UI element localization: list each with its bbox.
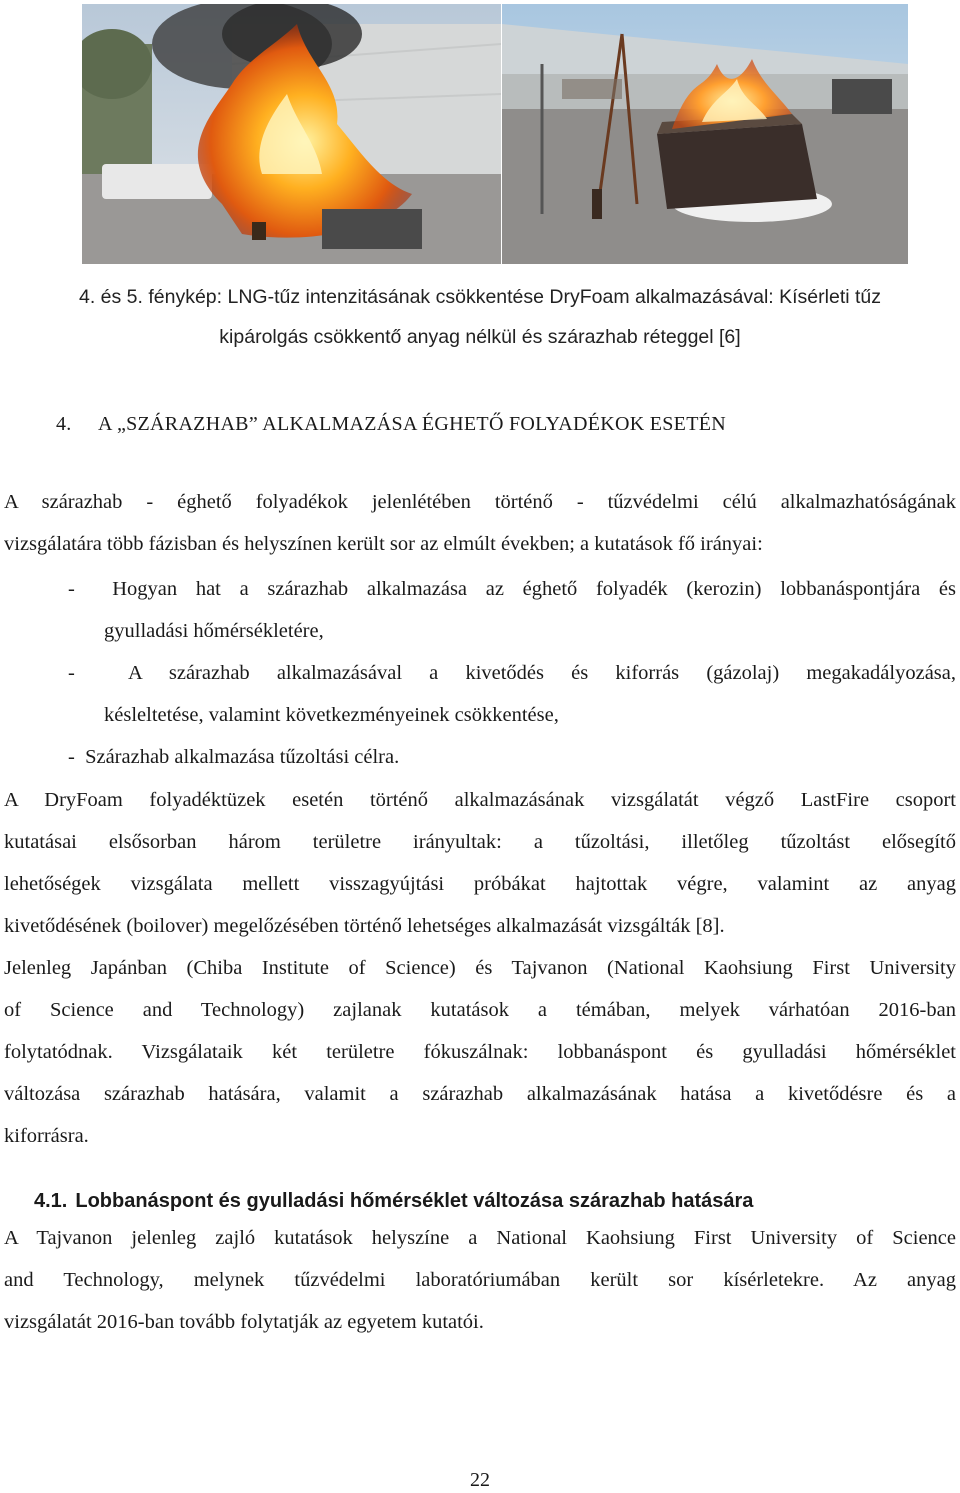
paragraph-line: vizsgálatára több fázisban és helyszínen került sor az elmúlt években; a kutatások fő irányai: <box>4 533 763 555</box>
paragraph-line: vizsgálatát 2016-ban tovább folytatják az egyetem kutatói. <box>4 1311 484 1333</box>
paragraph-line: lehetőségek vizsgálata mellett visszagyújtási próbákat hajtottak végre, valamint az anyag <box>4 873 956 895</box>
page-number: 22 <box>470 1469 490 1491</box>
bullet-item <box>68 577 956 601</box>
bullet-dash: - <box>68 578 75 600</box>
paragraph-line: A Tajvanon jelenleg zajló kutatások helyszíne a National Kaohsiung First University of Science <box>4 1227 956 1249</box>
paragraph-line: Jelenleg Japánban (Chiba Institute of Science) és Tajvanon (National Kaohsiung First University <box>4 957 956 979</box>
bullet-dash: - <box>68 746 75 768</box>
paragraph-line: A szárazhab - éghető folyadékok jelenlétében történő - tűzvédelmi célú alkalmazhatóságának <box>4 491 956 513</box>
photo-strip <box>82 4 908 264</box>
paragraph-line: változása szárazhab hatására, valamit a szárazhab alkalmazásának hatása a kivetődésre és a <box>4 1083 956 1105</box>
bullet-item <box>68 745 956 769</box>
subsection-number: 4.1. <box>34 1190 68 1212</box>
figure-caption-line-2: kipárolgás csökkentő anyag nélkül és szárazhab réteggel [6] <box>219 326 741 348</box>
section-number: 4. <box>56 413 72 435</box>
bullet-continuation: gyulladási hőmérsékletére, <box>104 620 324 642</box>
photo-lng-fire-without-foam <box>82 4 501 264</box>
subsection-title: Lobbanáspont és gyulladási hőmérséklet változása szárazhab hatására <box>75 1190 754 1212</box>
subsection-heading <box>34 1190 753 1213</box>
bullet-text: A szárazhab alkalmazásával a kivetődés és kiforrás (gázolaj) megakadályozása, <box>128 662 957 684</box>
paragraph-line: folytatódnak. Vizsgálataik két területre fókuszálnak: lobbanáspont és gyulladási hőmérséklet <box>4 1041 956 1063</box>
section-title: A „SZÁRAZHAB” ALKALMAZÁSA ÉGHETŐ FOLYADÉKOK ESETÉN <box>98 413 726 435</box>
bullet-continuation: késleltetése, valamint következményeinek csökkentése, <box>104 704 559 726</box>
paragraph-line: kutatásai elsősorban három területre irányultak: a tűzoltási, illetőleg tűzoltást elősegítő <box>4 831 956 853</box>
paragraph-line: of Science and Technology) zajlanak kutatások a témában, melyek várhatóan 2016-ban <box>4 999 956 1021</box>
figure-caption-line-1: 4. és 5. fénykép: LNG-tűz intenzitásának csökkentése DryFoam alkalmazásával: Kísérleti tűz <box>78 286 882 308</box>
photo-lng-fire-with-dryfoam <box>502 4 908 264</box>
bullet-item <box>68 661 956 685</box>
bullet-dash: - <box>68 662 75 684</box>
bullet-text: Szárazhab alkalmazása tűzoltási célra. <box>85 746 400 768</box>
paragraph-line: kivetődésének (boilover) megelőzésében történő lehetséges alkalmazását vizsgálták [8]. <box>4 915 725 937</box>
bullet-text: Hogyan hat a szárazhab alkalmazása az éghető folyadék (kerozin) lobbanáspontjára és <box>112 578 957 600</box>
paragraph-line: kiforrásra. <box>4 1125 89 1147</box>
paragraph-line: and Technology, melynek tűzvédelmi laboratóriumában került sor kísérletekre. Az anyag <box>4 1269 956 1291</box>
paragraph-line: A DryFoam folyadéktüzek esetén történő alkalmazásának vizsgálatát végző LastFire csoport <box>4 789 956 811</box>
section-heading <box>56 413 916 436</box>
